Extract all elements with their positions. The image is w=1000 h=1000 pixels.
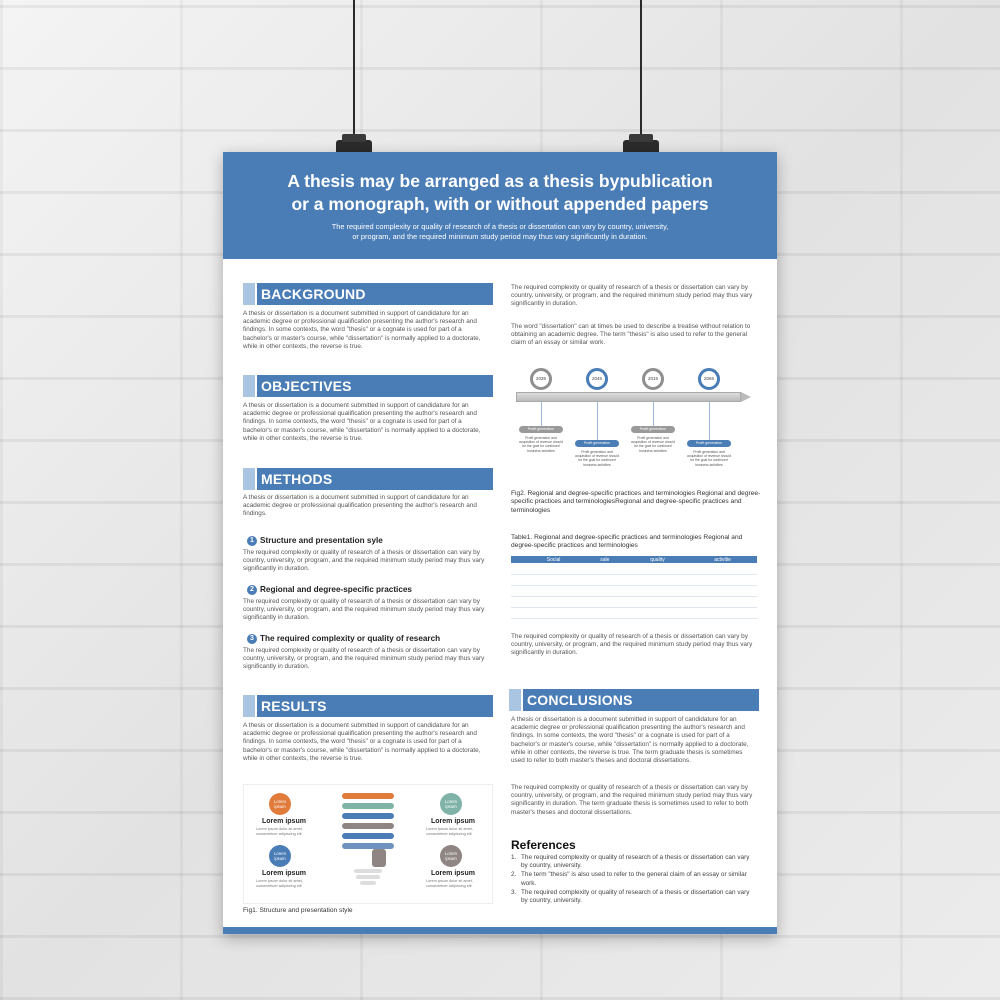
timeline-desc-1: Profit generation and acquisition of revenue should be the goal for continued business activities bbox=[519, 436, 563, 453]
right-paragraph-1: The required complexity or quality of research of a thesis or dissertation can vary by country, university, or program, and the required minimum study period may thus vary significantly in duration. bbox=[511, 284, 753, 308]
table1 bbox=[511, 556, 757, 619]
table-row bbox=[511, 596, 757, 607]
table-header-cell: sale bbox=[583, 556, 627, 563]
background-heading: BACKGROUND bbox=[243, 283, 493, 305]
fig2-caption: Fig2. Regional and degree-specific practices and terminologies Regional and degree-specific practices and terminologiesRegional and degree-specific practices and terminologies bbox=[511, 490, 761, 514]
bulb-bar bbox=[342, 833, 394, 839]
timeline-pill-2: Profit generation bbox=[575, 440, 619, 447]
number-badge: 3 bbox=[247, 634, 257, 644]
table1-caption: Table1. Regional and degree-specific practices and terminologies Regional and degree-specific practices and terminologies bbox=[511, 534, 743, 550]
fig1-circle-1: Lorem ipsum bbox=[269, 793, 291, 815]
methods-item-2-title: 2 Regional and degree-specific practices bbox=[247, 585, 412, 595]
timeline-pill-4: Profit generation bbox=[687, 440, 731, 447]
timeline-year-1: 2035 bbox=[530, 368, 552, 390]
conclusions-heading: CONCLUSIONS bbox=[509, 689, 759, 711]
fig2-timeline bbox=[513, 364, 763, 484]
timeline-desc-4: Profit generation and acquisition of revenue should be the goal for continued business activities bbox=[687, 450, 731, 467]
timeline-desc-2: Profit generation and acquisition of revenue should be the goal for continued business activities bbox=[575, 450, 619, 467]
bulb-base bbox=[356, 875, 380, 879]
timeline-year-4: 2065 bbox=[698, 368, 720, 390]
methods-item-3-text: The required complexity or quality of research of a thesis or dissertation can vary by country, university, or program, and the required minimum study period may thus vary significantly in duration. bbox=[243, 647, 485, 671]
timeline-pill-1: Profit generation bbox=[519, 426, 563, 433]
table-header-cell: quality bbox=[627, 556, 688, 563]
bulb-bar bbox=[372, 849, 386, 867]
poster-title: A thesis may be arranged as a thesis bypublication or a monograph, with or without appended papers bbox=[287, 171, 713, 214]
table-row bbox=[511, 585, 757, 596]
fig1-circle-3: Lorem ipsum bbox=[269, 845, 291, 867]
number-badge: 2 bbox=[247, 585, 257, 595]
hanging-wire-right bbox=[640, 0, 642, 145]
timeline-track bbox=[516, 392, 741, 402]
table-header-cell: Social bbox=[524, 556, 583, 563]
results-text: A thesis or dissertation is a document submitted in support of candidature for an academic degree or professional qualification presenting the author's research and findings. In some contexts, the word "thesis" or a cognate is used for part of a bachelor's or master's course, while "dissertation" is normally applied to a doctorate, while in other contexts, the reverse is true. bbox=[243, 722, 481, 762]
conclusions-text-2: The required complexity or quality of research of a thesis or dissertation can vary by country, university, or program, and the required minimum study period may thus vary significantly in duration. The term graduate thesis is sometimes used to refer to both master's theses and doctoral dissertations. bbox=[511, 784, 753, 816]
fig1-item-3-title: Lorem ipsum bbox=[262, 870, 306, 877]
hanging-wire-left bbox=[353, 0, 355, 145]
poster-footer-bar bbox=[223, 927, 777, 934]
bulb-bar bbox=[342, 803, 394, 809]
timeline-year-2: 2045 bbox=[586, 368, 608, 390]
poster bbox=[223, 152, 777, 934]
poster-header bbox=[223, 152, 777, 259]
objectives-text: A thesis or dissertation is a document submitted in support of candidature for an academic degree or professional qualification presenting the author's research and findings. In some contexts, the word "thesis" or a cognate is used for part of a bachelor's or master's course, while "dissertation" is normally applied to a doctorate, while in other contexts, the reverse is true. bbox=[243, 402, 481, 442]
bulb-bar bbox=[342, 843, 394, 849]
background-text: A thesis or dissertation is a document submitted in support of candidature for an academic degree or professional qualification presenting the author's research and findings. In some contexts, the word "thesis" or a cognate is used for part of a bachelor's or master's course, while "dissertation" is normally applied to a doctorate, while in other contexts, the reverse is true. bbox=[243, 310, 481, 350]
right-paragraph-3: The required complexity or quality of research of a thesis or dissertation can vary by country, university, or program, and the required minimum study period may thus vary significantly in duration. bbox=[511, 633, 753, 657]
objectives-heading: OBJECTIVES bbox=[243, 375, 493, 397]
timeline-pill-3: Profit generation bbox=[631, 426, 675, 433]
list-item: 1. The required complexity or quality of research of a thesis or dissertation can vary by country, university. bbox=[511, 854, 750, 870]
table-row bbox=[511, 563, 757, 574]
methods-heading: METHODS bbox=[243, 468, 493, 490]
timeline-year-3: 2015 bbox=[642, 368, 664, 390]
fig1-item-1-desc: Lorem ipsum dolor sit amet, consectetuer adipiscing elit bbox=[256, 827, 303, 836]
methods-item-2-text: The required complexity or quality of research of a thesis or dissertation can vary by country, university, or program, and the required minimum study period may thus vary significantly in duration. bbox=[243, 598, 485, 622]
fig1-caption: Fig1. Structure and presentation style bbox=[243, 907, 353, 914]
bulb-base bbox=[354, 869, 382, 873]
fig1-item-1-title: Lorem ipsum bbox=[262, 818, 306, 825]
timeline-desc-3: Profit generation and acquisition of revenue should be the goal for continued business activities bbox=[631, 436, 675, 453]
list-item: 3. The required complexity or quality of research of a thesis or dissertation can vary by country, university. bbox=[511, 888, 750, 905]
table-header-row bbox=[511, 556, 757, 563]
fig1-item-2-desc: Lorem ipsum dolor sit amet, consectetuer adipiscing elit bbox=[426, 827, 473, 836]
bulb-base bbox=[360, 881, 376, 885]
methods-item-3-title: 3 The required complexity or quality of research bbox=[247, 634, 440, 644]
methods-text: A thesis or dissertation is a document submitted in support of candidature for an academic degree or professional qualification presenting the author's research and findings. bbox=[243, 494, 477, 518]
fig1-item-2-title: Lorem ipsum bbox=[431, 818, 475, 825]
table-row bbox=[511, 607, 757, 618]
results-heading: RESULTS bbox=[243, 695, 493, 717]
fig1-graphic bbox=[243, 784, 493, 904]
fig1-item-3-desc: Lorem ipsum dolor sit amet, consectetuer adipiscing elit bbox=[256, 879, 303, 888]
right-paragraph-2: The word "dissertation" can at times be used to describe a treatise without relation to obtaining an academic degree. The term "thesis" is also used to refer to the general claim of an essay or similar work. bbox=[511, 323, 751, 347]
methods-item-1-text: The required complexity or quality of research of a thesis or dissertation can vary by country, university, or program, and the required minimum study period may thus vary significantly in duration. bbox=[243, 549, 485, 573]
number-badge: 1 bbox=[247, 536, 257, 546]
timeline-pencil-tip bbox=[741, 392, 751, 402]
bulb-bar bbox=[342, 813, 394, 819]
bulb-bar bbox=[342, 823, 394, 829]
fig1-circle-2: Lorem ipsum bbox=[440, 793, 462, 815]
list-item: 2. The term "thesis" is also used to refer to the general claim of an essay or similar work. bbox=[511, 871, 747, 887]
poster-subtitle: The required complexity or quality of research of a thesis or dissertation can vary by country, university, or program, and the required minimum study period may thus vary significantly in duration. bbox=[331, 222, 669, 241]
methods-item-1-title: 1 Structure and presentation syle bbox=[247, 536, 383, 546]
conclusions-text-1: A thesis or dissertation is a document submitted in support of candidature for an academic degree or professional qualification presenting the author's research and findings. In some contexts, the word "thesis" or a cognate is used for part of a bachelor's or master's course, while "dissertation" is normally applied to a doctorate, while in other contexts, the reverse is true. The term graduate thesis is sometimes used to refer to both master's theses and doctoral dissertations. bbox=[511, 716, 749, 765]
fig1-item-4-desc: Lorem ipsum dolor sit amet, consectetuer adipiscing elit bbox=[426, 879, 473, 888]
fig1-item-4-title: Lorem ipsum bbox=[431, 870, 475, 877]
table-header-cell: activitie bbox=[688, 556, 757, 563]
table-row bbox=[511, 574, 757, 585]
references-list bbox=[511, 854, 757, 906]
fig1-circle-4: Lorem ipsum bbox=[440, 845, 462, 867]
references-heading: References bbox=[511, 838, 576, 852]
table-header-cell bbox=[511, 556, 524, 563]
bulb-bar bbox=[342, 793, 394, 799]
